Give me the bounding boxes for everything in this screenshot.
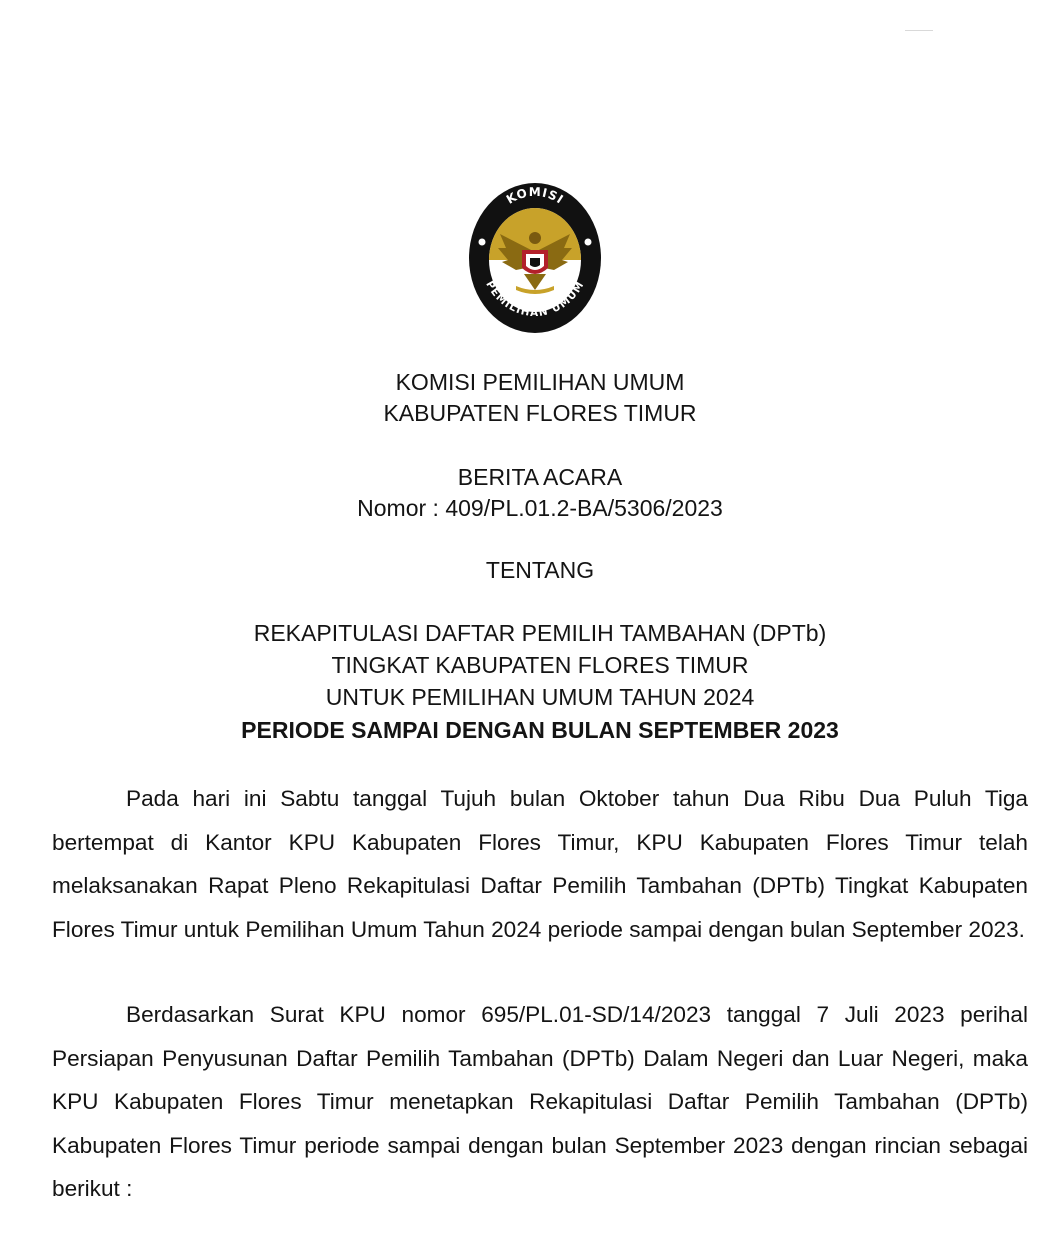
document-number: Nomor : 409/PL.01.2-BA/5306/2023 <box>357 495 723 521</box>
scan-artifact <box>905 30 933 31</box>
body-paragraph-2: Berdasarkan Surat KPU nomor 695/PL.01-SD/14/2023 tanggal 7 Juli 2023 perihal Persiapan Penyusunan Daftar Pemilih Tambahan (DPTb) Dalam Negeri dan Luar Negeri, maka KPU Kabupaten Flores Timur menetapkan Rekapitulasi Daftar Pemilih Tambahan (DPTb) Kabupaten Flores Timur periode sampai dengan bulan September 2023 dengan rincian sebagai berikut : <box>52 1002 1028 1201</box>
org-name-line2: KABUPATEN FLORES TIMUR <box>383 400 697 426</box>
logo-text-bottom: PEMILIHAN UMUM <box>483 278 587 320</box>
kpu-logo <box>468 182 602 334</box>
org-name-line1: KOMISI PEMILIHAN UMUM <box>395 369 685 395</box>
subject-line1: REKAPITULASI DAFTAR PEMILIH TAMBAHAN (DPTb) <box>253 620 827 646</box>
subject-line2: TINGKAT KABUPATEN FLORES TIMUR <box>331 652 749 678</box>
subject-line3: UNTUK PEMILIHAN UMUM TAHUN 2024 <box>325 684 755 710</box>
subject-line4: PERIODE SAMPAI DENGAN BULAN SEPTEMBER 2023 <box>241 717 839 743</box>
document-type: BERITA ACARA <box>457 464 623 490</box>
logo-text-top: KOMISI <box>503 184 567 207</box>
body-paragraph-1: Pada hari ini Sabtu tanggal Tujuh bulan Oktober tahun Dua Ribu Dua Puluh Tiga bertempat di Kantor KPU Kabupaten Flores Timur, KPU Kabupaten Flores Timur telah melaksanakan Rapat Pleno Rekapitulasi Daftar Pemilih Tambahan (DPTb) Tingkat Kabupaten Flores Timur untuk Pemilihan Umum Tahun 2024 periode sampai dengan bulan September 2023. <box>52 786 1028 942</box>
about-heading: TENTANG <box>485 557 595 583</box>
